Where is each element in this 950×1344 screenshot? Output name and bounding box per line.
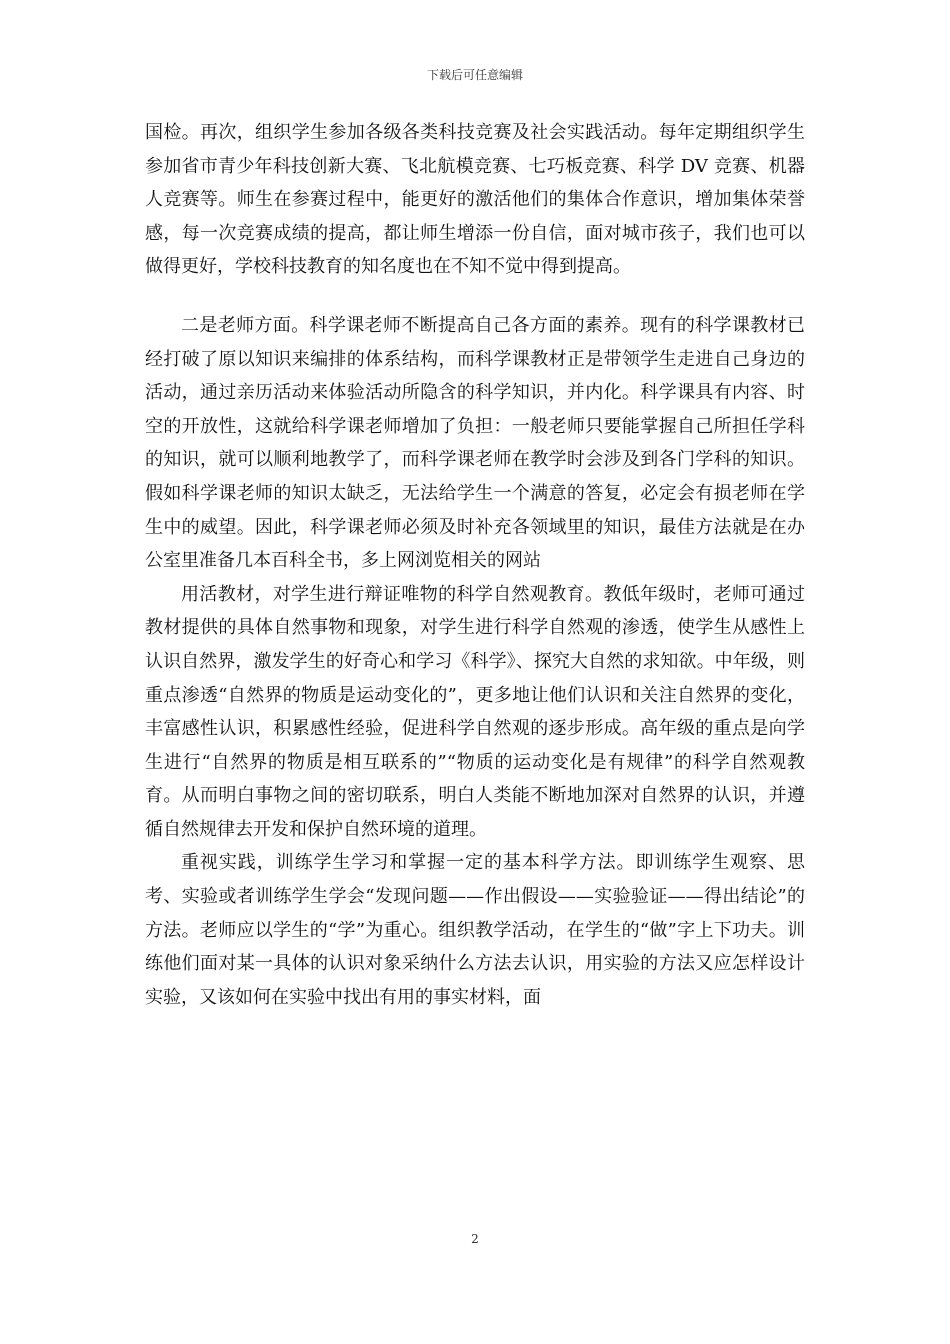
- page-header: 下载后可任意编辑: [426, 68, 523, 82]
- paragraph: 二是老师方面。科学课老师不断提高自己各方面的素养。现有的科学课教材已经打破了原以知识来编排的体系结构，而科学课教材正是带领学生走进自己身边的活动，通过亲历活动来体验活动所隐含的科学知识，并内化。科学课具有内容、时空的开放性，这就给科学课老师增加了负担：一般老师只要能掌握自己所担任学科的知识，就可以顺利地教学了，而科学课老师在教学时会涉及到各门学科的知识。假如科学课老师的知识太缺乏，无法给学生一个满意的答复，必定会有损老师在学生中的威望。因此，科学课老师必须及时补充各领域里的知识，最佳方法就是在办公室里准备几本百科全书，多上网浏览相关的网站: [145, 314, 805, 572]
- page-number: 2: [471, 1232, 479, 1246]
- paragraph: 国检。再次，组织学生参加各级各类科技竞赛及社会实践活动。每年定期组织学生参加省市青少年科技创新大赛、飞北航模竞赛、七巧板竞赛、科学 DV 竞赛、机器人竞赛等。师生在参赛过程中，能更好的激活他们的集体合作意识，增加集体荣誉感，每一次竞赛成绩的提高，都让师生增添一份自信，面对城市孩子，我们也可以做得更好，学校科技教育的知名度也在不知不觉中得到提高。: [145, 122, 805, 278]
- paragraph: 重视实践，训练学生学习和掌握一定的基本科学方法。即训练学生观察、思考、实验或者训练学生学会“发现问题——作出假设——实验验证——得出结论”的方法。老师应以学生的“学”为重心。组织教学活动，在学生的“做”字上下功夫。训练他们面对某一具体的认识对象采纳什么方法去认识，用实验的方法又应怎样设计实验，又该如何在实验中找出有用的事实材料，面: [145, 852, 805, 1008]
- paragraph: 用活教材，对学生进行辩证唯物的科学自然观教育。教低年级时，老师可通过教材提供的具体自然事物和现象，对学生进行科学自然观的渗透，使学生从感性上认识自然界，激发学生的好奇心和学习《科学》、探究大自然的求知欲。中年级，则重点渗透“自然界的物质是运动变化的”，更多地让他们认识和关注自然界的变化，丰富感性认识，积累感性经验，促进科学自然观的逐步形成。高年级的重点是向学生进行“自然界的物质是相互联系的”“物质的运动变化是有规律”的科学自然观教育。从而明白事物之间的密切联系，明白人类能不断地加深对自然界的认识，并遵循自然规律去开发和保护自然环境的道理。: [145, 583, 805, 840]
- document-body: [145, 116, 805, 1014]
